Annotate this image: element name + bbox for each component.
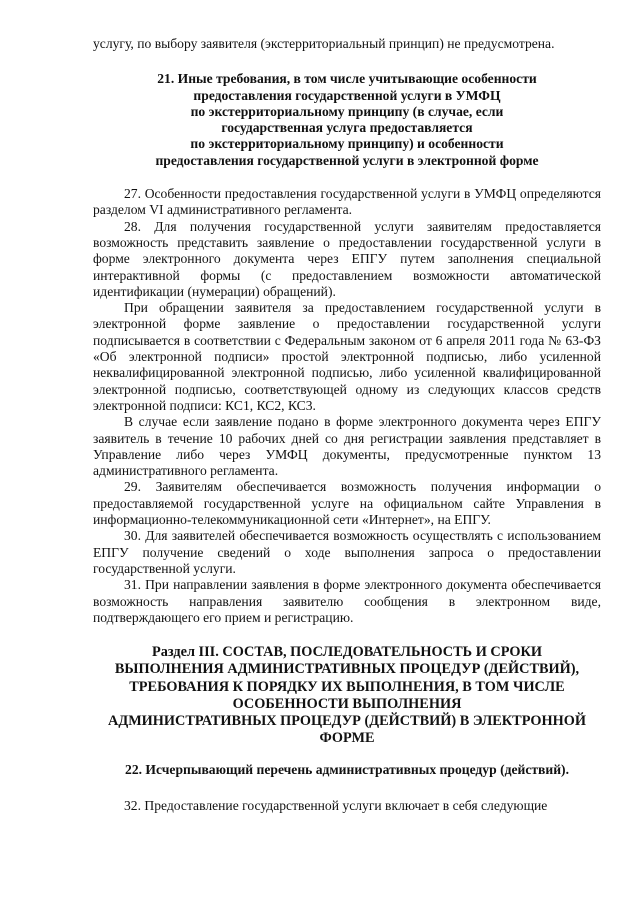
spacer (93, 779, 601, 798)
section-3-line: ТРЕБОВАНИЯ К ПОРЯДКУ ИХ ВЫПОЛНЕНИЯ, В ТОМ ЧИСЛЕ (129, 678, 565, 695)
spacer (93, 626, 601, 644)
section-3-title (93, 644, 601, 747)
paragraph-27: 27. Особенности предоставления государственной услуги в УМФЦ определяются разделом VI административного регламента. (93, 186, 601, 218)
heading-21-line: предоставления государственной услуги в электронной форме (155, 152, 539, 168)
document-page (93, 36, 601, 814)
paragraph-28-signature: При обращении заявителя за предоставлением государственной услуги в электронной форме заявление о предоставлении государственной услуги подписывается в соответствии с Федеральным законом от 6 апреля 2011 года № 63-ФЗ «Об электронной подписи» простой электронной подписью, либо усиленной неквалифицированной электронной подписью, либо усиленной квалифицированной электронной подписью, соответствующей одному из следующих классов средств электронной подписи: КС1, КС2, КС3. (93, 300, 601, 413)
heading-21 (93, 71, 601, 169)
heading-21-line: государственная услуга предоставляется (221, 120, 473, 136)
spacer (93, 747, 601, 762)
heading-22: 22. Исчерпывающий перечень административных процедур (действий). (125, 762, 569, 778)
paragraph-32: 32. Предоставление государственной услуги включает в себя следующие (124, 797, 548, 813)
heading-21-line: по экстерриториальному принципу (в случае, если (190, 103, 504, 119)
section-3-line: ОСОБЕННОСТИ ВЫПОЛНЕНИЯ (232, 695, 462, 712)
spacer (93, 169, 601, 186)
section-3-line: ФОРМЕ (319, 730, 375, 747)
paragraph-31: 31. При направлении заявления в форме электронного документа обеспечивается возможность направления заявителю сообщения в электронном виде, подтверждающего его прием и регистрацию. (93, 577, 601, 625)
heading-21-line: по экстерриториальному принципу) и особенности (190, 136, 504, 152)
paragraph-28-documents: В случае если заявление подано в форме электронного документа через ЕПГУ заявитель в течение 10 рабочих дней со дня регистрации заявления представляет в Управление либо через УМФЦ документы, предусмотренные пунктом 13 административного регламента. (93, 414, 601, 479)
heading-21-line: 21. Иные требования, в том числе учитывающие особенности (157, 71, 537, 87)
paragraph-30: 30. Для заявителей обеспечивается возможность осуществлять с использованием ЕПГУ получение сведений о ходе выполнения запроса о предоставлении государственной услуги. (93, 528, 601, 576)
spacer (93, 52, 601, 71)
section-3-line: Раздел III. СОСТАВ, ПОСЛЕДОВАТЕЛЬНОСТЬ И СРОКИ (152, 644, 542, 661)
section-3-line: ВЫПОЛНЕНИЯ АДМИНИСТРАТИВНЫХ ПРОЦЕДУР (ДЕЙСТВИЙ), (114, 661, 580, 678)
section-3-line: АДМИНИСТРАТИВНЫХ ПРОЦЕДУР (ДЕЙСТВИЙ) В ЭЛЕКТРОННОЙ (108, 712, 586, 729)
heading-21-line: предоставления государственной услуги в УМФЦ (193, 87, 501, 103)
paragraph-29: 29. Заявителям обеспечивается возможность получения информации о предоставляемой государственной услуге на официальном сайте Управления в информационно-телекоммуникационной сети «Интернет», на ЕПГУ. (93, 479, 601, 528)
paragraph-28: 28. Для получения государственной услуги заявителям предоставляется возможность представить заявление о предоставлении государственной услуги в форме электронного документа через ЕПГУ путем заполнения специальной интерактивной формы (с предоставлением возможности автоматической идентификации (нумерации) обращений). (93, 218, 601, 299)
intro-paragraph: услугу, по выбору заявителя (экстерриториальный принцип) не предусмотрена. (93, 36, 555, 51)
